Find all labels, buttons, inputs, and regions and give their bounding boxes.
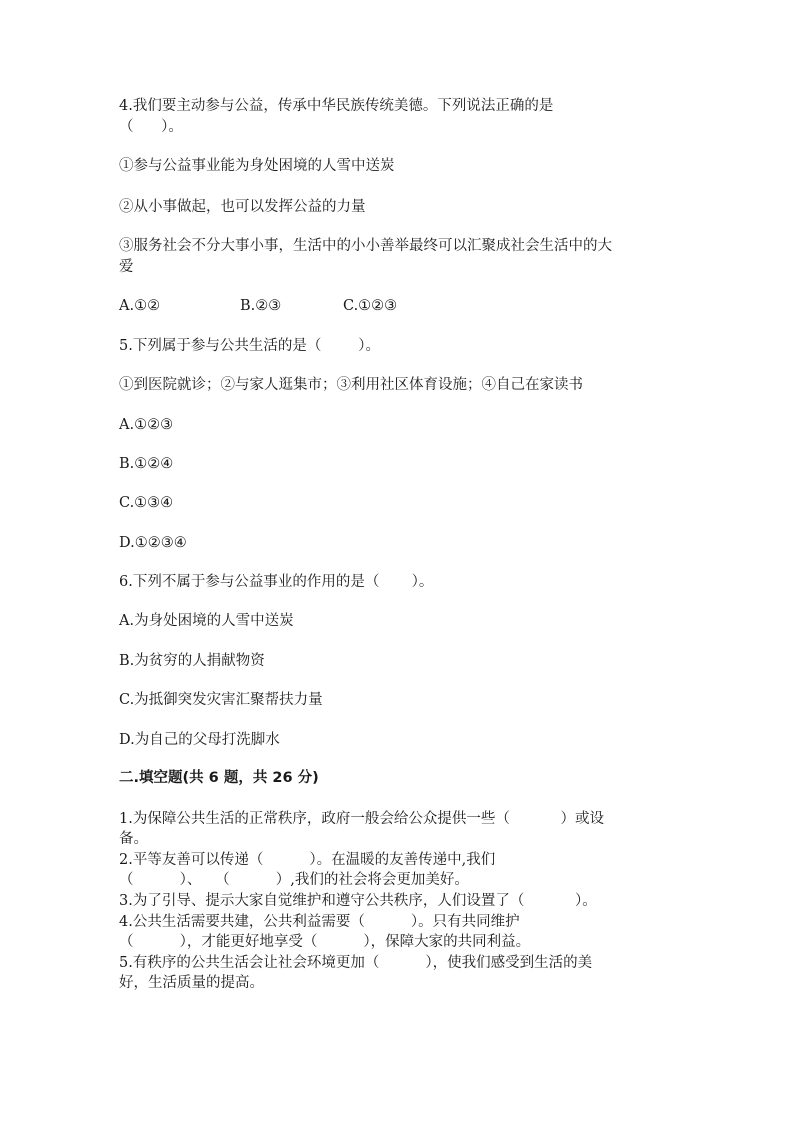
q6-stem: 6.下列不属于参与公益事业的作用的是（ ）。 [119, 574, 434, 590]
q4-stem-line2: （ ）。 [119, 119, 183, 135]
q4-statement-3: ③服务社会不分大事小事，生活中的小小善举最终可以汇聚成社会生活中的大 [119, 238, 612, 254]
q5-stem: 5.下列属于参与公共生活的是（ ）。 [119, 338, 380, 354]
q4-option-c[interactable]: C.①②③ [343, 298, 398, 314]
fill-line-4: （ ）、 （ ）,我们的社会将会更加美好。 [119, 872, 469, 888]
fill-line-2: 备。 [119, 831, 148, 847]
q6-option-a[interactable]: A.为身处困境的人雪中送炭 [119, 613, 294, 629]
q5-statement: ①到医院就诊；②与家人逛集市；③利用社区体育设施；④自己在家读书 [119, 377, 583, 393]
q4-option-b[interactable]: B.②③ [240, 298, 282, 314]
q5-option-b[interactable]: B.①②④ [119, 456, 174, 472]
q4-statement-3-cont: 爱 [119, 259, 134, 275]
q4-options [119, 296, 679, 316]
q4-option-a[interactable]: A.①② [119, 298, 161, 314]
fill-line-7: （ ），才能更好地享受（ ），保障大家的共同利益。 [119, 934, 531, 950]
q4-stem-line1: 4.我们要主动参与公益，传承中华民族传统美德。下列说法正确的是 [119, 98, 554, 114]
q5-option-d[interactable]: D.①②③④ [119, 535, 187, 551]
section-2-title: 二.填空题(共 6 题，共 26 分) [119, 770, 319, 786]
q5-option-a[interactable]: A.①②③ [119, 417, 174, 433]
fill-line-6: 4.公共生活需要共建，公共利益需要（ ）。只有共同维护 [119, 914, 520, 930]
q4-statement-1: ①参与公益事业能为身处困境的人雪中送炭 [119, 158, 395, 174]
fill-line-1: 1.为保障公共生活的正常秩序，政府一般会给公众提供一些（ ）或设 [119, 811, 605, 827]
q6-option-c[interactable]: C.为抵御突发灾害汇聚帮扶力量 [119, 692, 323, 708]
fill-line-9: 好，生活质量的提高。 [119, 975, 264, 991]
fill-line-5: 3.为了引导、提示大家自觉维护和遵守公共秩序，人们设置了（ ）。 [119, 893, 597, 909]
q4-statement-2: ②从小事做起，也可以发挥公益的力量 [119, 199, 366, 215]
q5-option-c[interactable]: C.①③④ [119, 495, 174, 511]
fill-line-3: 2.平等友善可以传递（ ）。在温暖的友善传递中,我们 [119, 852, 496, 868]
q6-option-d[interactable]: D.为自己的父母打洗脚水 [119, 732, 280, 748]
fill-line-8: 5.有秩序的公共生活会让社会环境更加（ ），使我们感受到生活的美 [119, 955, 593, 971]
q6-option-b[interactable]: B.为贫穷的人捐献物资 [119, 653, 265, 669]
